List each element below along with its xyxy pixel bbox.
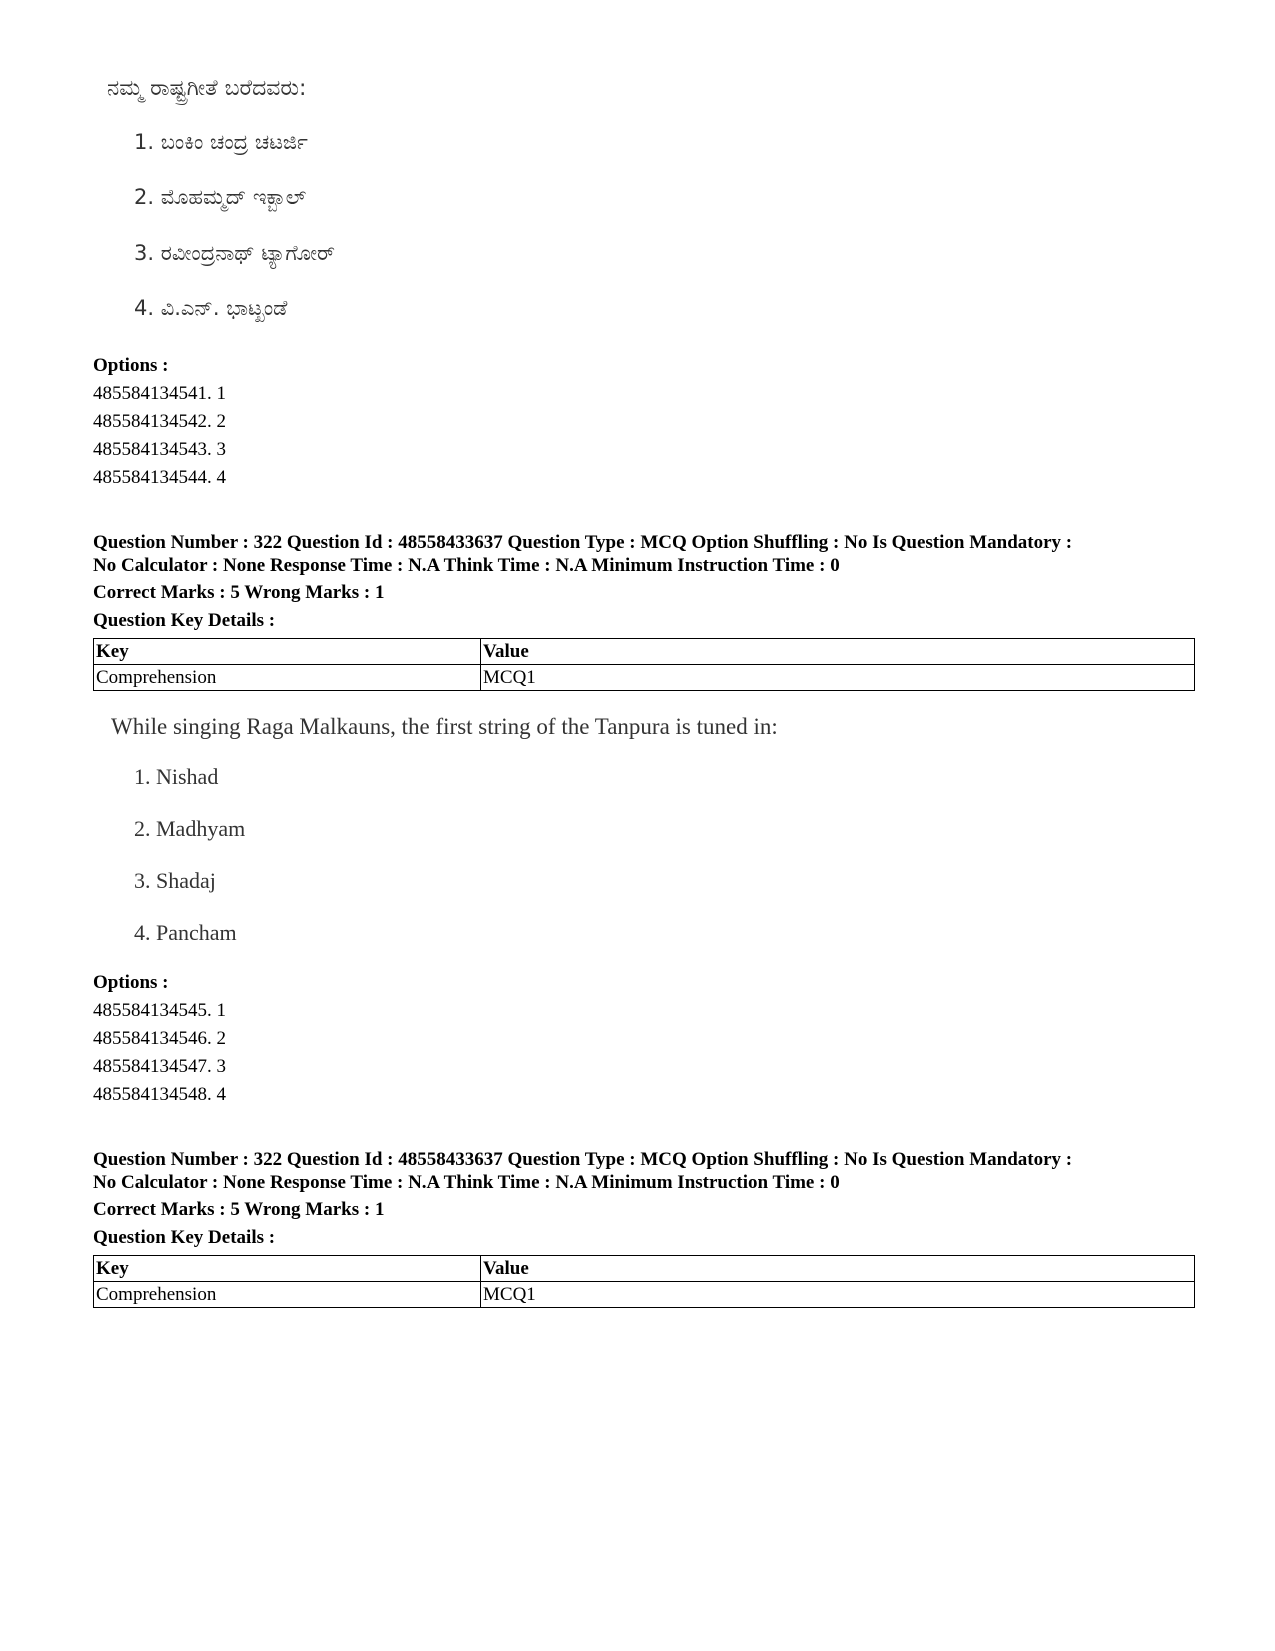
table-row (94, 665, 1195, 691)
question-choice-2: 2. Madhyam (134, 816, 246, 841)
question-meta (93, 1148, 1193, 1194)
question-stem: ನಮ್ಮ ರಾಷ್ಟ್ರಗೀತೆ ಬರೆದವರು: (107, 76, 307, 101)
key-details-label: Question Key Details : (93, 1227, 276, 1248)
question-meta-line-2: No Calculator : None Response Time : N.A Think Time : N.A Minimum Instruction Time : 0 (93, 555, 840, 576)
question-image-kannada (107, 74, 707, 334)
option-item: 485584134546. 2 (93, 1028, 226, 1049)
question-choice-1: 1. Nishad (134, 764, 219, 789)
options-label: Options : (93, 972, 169, 993)
table-row (94, 1282, 1195, 1308)
option-item: 485584134548. 4 (93, 1084, 226, 1105)
question-choice-3: 3. ರವೀಂದ್ರನಾಥ್ ಟ್ಯಾಗೋರ್ (134, 241, 335, 265)
option-item: 485584134544. 4 (93, 467, 226, 488)
question-choice-4: 4. Pancham (134, 920, 237, 945)
question-stem: While singing Raga Malkauns, the first string of the Tanpura is tuned in: (111, 714, 778, 739)
question-image-english (107, 712, 907, 952)
key-details-label: Question Key Details : (93, 610, 276, 631)
key-details-table (93, 1255, 1195, 1308)
question-meta (93, 531, 1193, 577)
table-cell-key: Comprehension (94, 665, 481, 691)
table-header-key: Key (94, 639, 481, 665)
table-header-value: Value (481, 1256, 1195, 1282)
table-header-row (94, 639, 1195, 665)
table-header-key: Key (94, 1256, 481, 1282)
question-choice-4: 4. ವಿ.ಎನ್. ಭಾಟ್ಖಂಡೆ (134, 296, 288, 320)
table-cell-key: Comprehension (94, 1282, 481, 1308)
option-item: 485584134543. 3 (93, 439, 226, 460)
question-meta-line-1: Question Number : 322 Question Id : 48558433637 Question Type : MCQ Option Shuffling : No Is Question Mandatory : (93, 532, 1073, 553)
option-item: 485584134545. 1 (93, 1000, 226, 1021)
table-cell-value: MCQ1 (481, 665, 1195, 691)
question-choice-2: 2. ಮೊಹಮ್ಮದ್ ಇಕ್ಬಾಲ್ (134, 185, 307, 209)
key-details-table (93, 638, 1195, 691)
marks-line: Correct Marks : 5 Wrong Marks : 1 (93, 582, 385, 603)
question-meta-line-1: Question Number : 322 Question Id : 48558433637 Question Type : MCQ Option Shuffling : No Is Question Mandatory : (93, 1149, 1073, 1170)
table-header-row (94, 1256, 1195, 1282)
table-header-value: Value (481, 639, 1195, 665)
options-label: Options : (93, 355, 169, 376)
table-cell-value: MCQ1 (481, 1282, 1195, 1308)
question-choice-3: 3. Shadaj (134, 868, 216, 893)
marks-line: Correct Marks : 5 Wrong Marks : 1 (93, 1199, 385, 1220)
option-item: 485584134547. 3 (93, 1056, 226, 1077)
question-choice-1: 1. ಬಂಕಿಂ ಚಂದ್ರ ಚಟರ್ಜಿ (134, 130, 308, 154)
option-item: 485584134542. 2 (93, 411, 226, 432)
option-item: 485584134541. 1 (93, 383, 226, 404)
question-meta-line-2: No Calculator : None Response Time : N.A Think Time : N.A Minimum Instruction Time : 0 (93, 1172, 840, 1193)
